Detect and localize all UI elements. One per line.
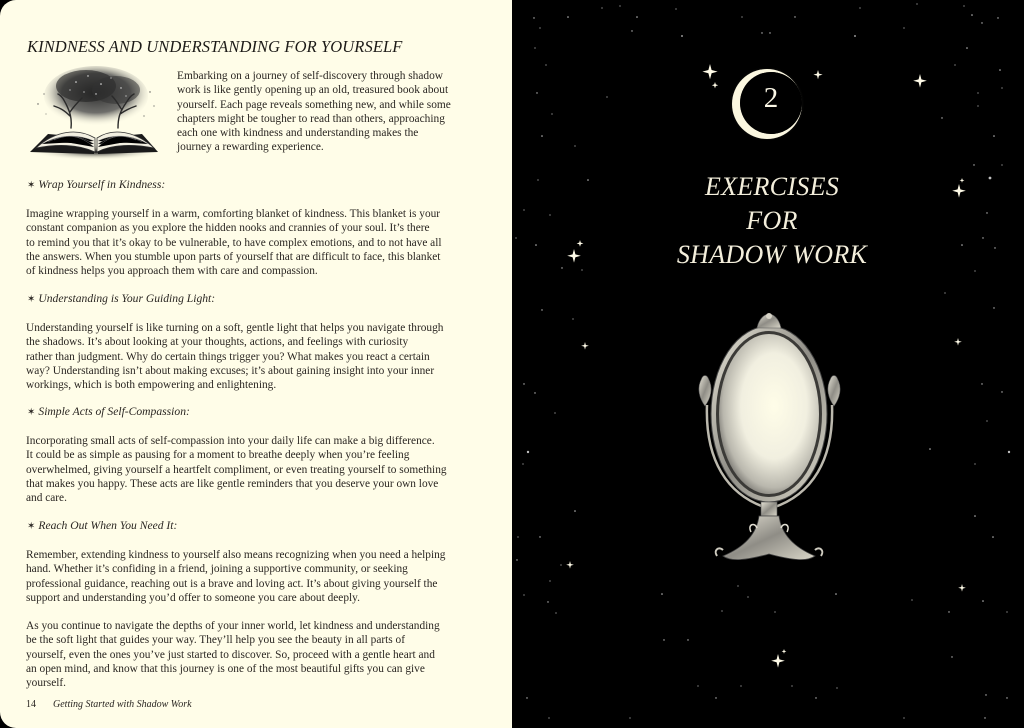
intro-line: work is like gently opening up an old, treasured book about (177, 84, 449, 97)
chapter-title (612, 170, 932, 272)
body-line: professional guidance, reaching out is a brave and loving act. It’s about giving yourself the (26, 577, 438, 590)
body-line: that makes you happy. These acts are like gentle reminders that you deserve your own love (26, 477, 439, 490)
body-line: overwhelmed, giving yourself a heartfelt compliment, or even treating yourself to something (26, 463, 447, 476)
section-heading-text: Understanding is Your Guiding Light: (38, 292, 216, 305)
body-line: be the soft light that guides your way. They’ll help you see the beauty in all parts of (26, 634, 405, 647)
intro-line: chapters might be tougher to read than others, approaching (177, 112, 445, 125)
section-heading-text: Reach Out When You Need It: (38, 519, 178, 532)
section-body-understanding (26, 321, 482, 392)
body-line: Remember, extending kindness to yourself also means recognizing when you need a helping (26, 549, 446, 561)
chapter-number: 2 (763, 82, 779, 114)
section-heading-understanding (27, 292, 215, 305)
ornate-standing-mirror-illustration (687, 310, 852, 570)
body-line: the answers. When you stumble upon parts of yourself that are difficult to face, this blanket (26, 250, 441, 263)
star-bullet-icon: ✶ (27, 294, 36, 305)
star-bullet-icon: ✶ (27, 407, 36, 418)
section-body-self-compassion (26, 434, 482, 505)
chapter-title-line: EXERCISES (704, 172, 840, 201)
section-heading-self-compassion (27, 405, 190, 418)
open-book-with-trees-illustration (26, 64, 164, 160)
star-bullet-icon: ✶ (27, 521, 36, 532)
section-body-reach-out (26, 548, 482, 605)
body-line: to remind you that it’s okay to be vulnerable, to have complex emotions, and to not have all (26, 236, 442, 249)
chapter-title-line: FOR (746, 206, 798, 235)
body-line: workings, which is both empowering and enlightening. (26, 379, 277, 392)
page-footer (26, 699, 192, 710)
running-title: Getting Started with Shadow Work (53, 699, 192, 710)
right-page (512, 0, 1024, 728)
body-line: way? Understanding isn’t about making excuses; it’s about gaining insight into your inner (26, 364, 435, 377)
section-heading-text: Simple Acts of Self-Compassion: (38, 405, 190, 418)
body-line: Imagine wrapping yourself in a warm, comforting blanket of kindness. This blanket is your (26, 208, 441, 220)
body-line: As you continue to navigate the depths of your inner world, let kindness and understanding (26, 620, 440, 632)
section-body-wrap-yourself (26, 207, 482, 278)
intro-line: yourself. Each page reveals something new, and while some (177, 98, 451, 111)
chapter-title-line: SHADOW WORK (676, 240, 868, 269)
page-title: KINDNESS AND UNDERSTANDING FOR YOURSELF (27, 37, 403, 56)
body-line: Understanding yourself is like turning on a soft, gentle light that helps you navigate through (26, 322, 444, 334)
body-line: of kindness helps you approach them with care and compassion. (26, 265, 318, 278)
body-line: constant companion as you explore the hidden nooks and crannies of your soul. It’s there (26, 222, 430, 235)
intro-line: Embarking on a journey of self-discovery through shadow (177, 70, 444, 82)
body-line: It could be as simple as pausing for a moment to breathe deeply when you’re feeling (26, 449, 410, 462)
section-heading-reach-out (27, 519, 177, 532)
body-line: rather than judgment. Why do certain things trigger you? What makes you react a certain (26, 350, 430, 363)
body-line: the shadows. It’s about looking at your thoughts, actions, and feelings with curiosity (26, 336, 409, 349)
body-line: hand. Whether it’s confiding in a friend, joining a supportive community, or seeking (26, 563, 408, 576)
body-line: an open mind, and know that this journey is one of the most beautiful gifts you can give (26, 662, 425, 675)
intro-line: journey a rewarding experience. (177, 141, 324, 154)
section-heading-text: Wrap Yourself in Kindness: (38, 178, 166, 191)
intro-paragraph (177, 69, 477, 155)
star-bullet-icon: ✶ (27, 180, 36, 191)
body-line: yourself, even the ones you’ve just started to discover. So, proceed with a gentle heart and (26, 648, 435, 661)
page-number: 14 (26, 699, 36, 710)
body-line: support and understanding you’d offer to someone you care about deeply. (26, 591, 360, 604)
body-line: yourself. (26, 677, 67, 690)
intro-line: each one with kindness and understanding makes the (177, 127, 419, 140)
body-line: and care. (26, 492, 67, 505)
section-heading-wrap-yourself (27, 178, 165, 191)
closing-paragraph (26, 619, 482, 690)
body-line: Incorporating small acts of self-compassion into your daily life can make a big difference. (26, 435, 435, 447)
